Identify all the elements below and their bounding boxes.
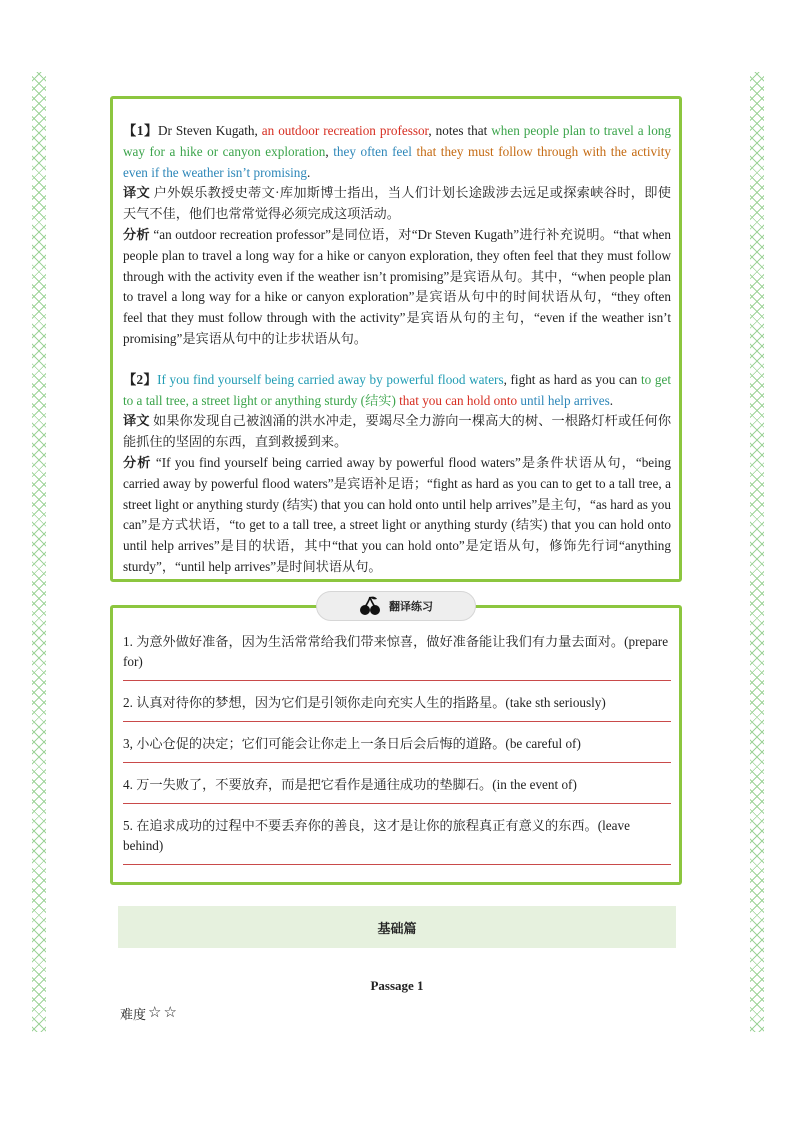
- cherry-icon: [359, 595, 381, 617]
- difficulty-rating: [120, 1004, 177, 1023]
- passage-title: Passage 1: [370, 978, 424, 993]
- condition-clause-highlight: If you find yourself being carried away by powerful flood waters: [157, 371, 504, 387]
- left-decorative-border: [32, 72, 46, 1032]
- answer-line[interactable]: [123, 864, 671, 865]
- practice-question-3: 3, 小心仓促的决定；它们可能会让你走上一条日后会后悔的道路。(be careful of): [123, 736, 581, 751]
- practice-question-2: 2. 认真对待你的梦想，因为它们是引领你走向充实人生的指路星。(take sth seriously): [123, 695, 606, 710]
- time-clause-highlight: when people plan to travel a long way for a hike or canyon exploration: [123, 123, 671, 159]
- translation-practice-box: [110, 605, 682, 885]
- concession-clause-highlight: even if the weather isn’t promising: [123, 164, 307, 180]
- example-1-sentence: 【1】Dr Steven Kugath, an outdoor recreation professor, notes that when people plan to travel a long way for a hike or canyon exploration, they often feel that they must follow through with the activity even if the weather isn’t promising.: [123, 123, 672, 180]
- appositive-highlight: an outdoor recreation professor: [261, 123, 429, 138]
- star-outline-icon: ☆: [163, 1005, 177, 1021]
- practice-question-4: 4. 万一失败了，不要放弃，而是把它看作是通往成功的垫脚石。(in the event of): [123, 777, 577, 792]
- relative-clause-highlight: that you can hold onto: [399, 392, 518, 408]
- difficulty-label: 难度: [120, 1007, 147, 1022]
- section-title: 基础篇: [377, 921, 417, 937]
- main-clause-highlight: they often feel: [333, 143, 412, 159]
- practice-question-5: 5. 在追求成功的过程中不要丢弃你的善良，这才是让你的旅程真正有意义的东西。(leave behind): [123, 818, 630, 853]
- section-header-basic: [118, 906, 676, 948]
- example-2-translation: 译文 如果你发现自己被汹涌的洪水冲走，要竭尽全力游向一棵高大的树、一根路灯杆或任何你能抓住的坚固的东西，直到救援到来。: [123, 413, 672, 450]
- purpose-highlight: to get to a tall tree, a street light or anything sturdy (结实): [123, 371, 671, 408]
- object-clause-highlight: that they must follow through with the activity: [416, 143, 672, 159]
- right-decorative-border: [750, 72, 764, 1032]
- answer-line[interactable]: [123, 803, 671, 804]
- example-1-analysis: 分析 “an outdoor recreation professor”是同位语，对“Dr Steven Kugath”进行补充说明。“that when people plan to travel a long way for a hike or canyon exploration, they often feel that they must follow through with the activity even if the weather isn’t promising”是宾语从句。其中，“when people plan to travel a long way for a hike or canyon exploration”是宾语从句中的时间状语从句，“they often feel that they must follow through with the activity”是宾语从句的主句，“even if the weather isn’t promising”是宾语从句中的让步状语从句。: [123, 226, 671, 346]
- practice-question-1: 1. 为意外做好准备，因为生活常常给我们带来惊喜，做好准备能让我们有力量去面对。(prepare for): [123, 634, 669, 669]
- practice-section-title: 翻译练习: [389, 600, 433, 613]
- until-clause-highlight: until help arrives: [520, 392, 610, 408]
- practice-section-tab: [316, 591, 476, 621]
- star-outline-icon: ☆: [148, 1005, 162, 1021]
- answer-line[interactable]: [123, 762, 671, 763]
- answer-line[interactable]: [123, 721, 671, 722]
- example-1-translation: 译文 户外娱乐教授史蒂文·库加斯博士指出，当人们计划长途跋涉去远足或探索峡谷时，即使天气不佳，他们也常常觉得必须完成这项活动。: [123, 185, 671, 222]
- answer-line[interactable]: [123, 680, 671, 681]
- examples-box: [110, 96, 682, 582]
- example-2-analysis: 分析 “If you find yourself being carried away by powerful flood waters”是条件状语从句，“being carried away by powerful flood waters”是宾语补足语；“fight as hard as you can to get to a tall tree, a street light or anything sturdy (结实) that you can hold onto until help arrives”是主句，“as hard as you can”是方式状语，“to get to a tall tree, a street light or anything sturdy (结实) that you can hold onto until help arrives”是目的状语，其中“that you can hold onto”是定语从句，修饰先行词“anything sturdy”，“until help arrives”是时间状语从句。: [123, 454, 671, 574]
- example-2-sentence: 【2】If you find yourself being carried away by powerful flood waters, fight as hard as you can to get to a tall tree, a street light or anything sturdy (结实) that you can hold onto until help arrives.: [123, 371, 671, 408]
